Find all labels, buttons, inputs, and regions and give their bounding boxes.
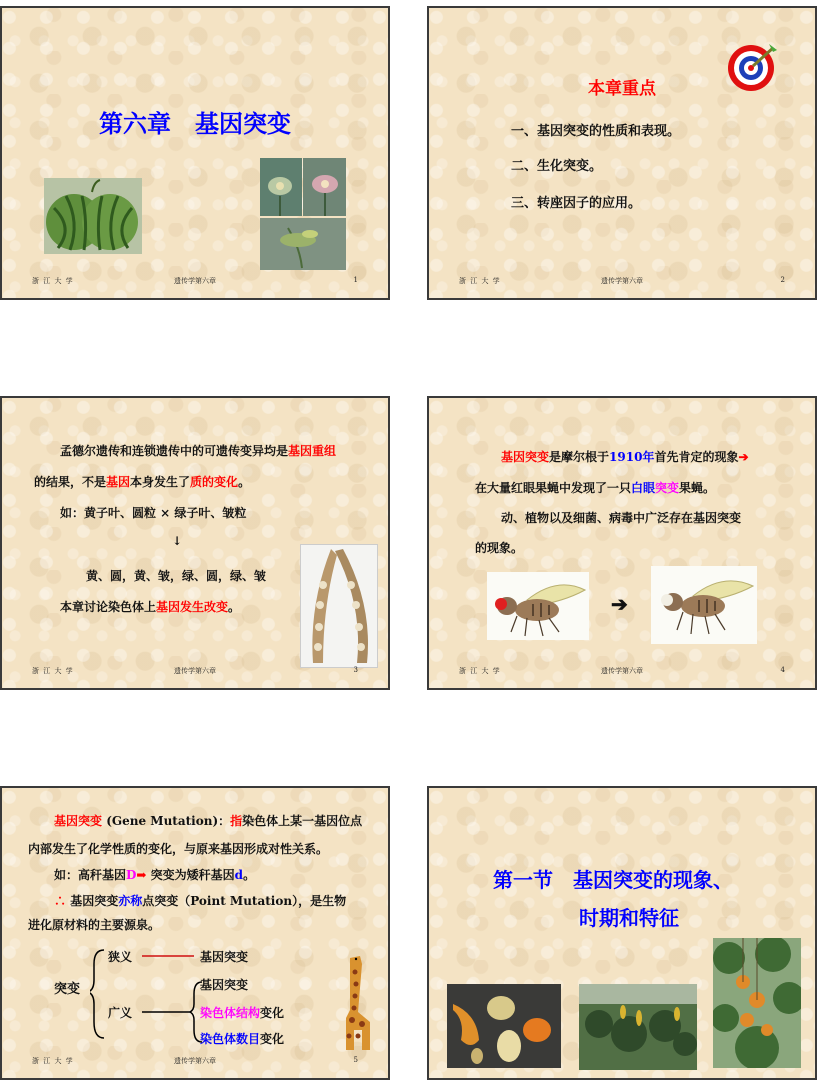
slide-2-footer — [429, 276, 815, 288]
footer-org: 浙 江 大 学 — [32, 1057, 74, 1065]
highlight-gene-recombination: 基因重组 — [288, 444, 337, 458]
footer-chapter: 遗传学第六章 — [601, 667, 643, 675]
slide-4-line-3: 动、植物以及细菌、病毒中广泛存在基因突变 — [501, 511, 742, 525]
slide-2-heading: 本章重点 — [588, 79, 656, 99]
footer-chapter: 遗传学第六章 — [174, 667, 216, 675]
tree-gene-mutation-narrow: 基因突变 — [200, 950, 249, 964]
footer-org: 浙 江 大 学 — [32, 277, 74, 285]
slide-1 — [0, 6, 390, 300]
gourds-image — [447, 984, 561, 1068]
slide-number: 3 — [353, 666, 358, 674]
tree-narrow: 狭义 — [108, 950, 133, 964]
slide-number: 5 — [353, 1056, 358, 1064]
slide-number: 4 — [780, 666, 785, 674]
footer-org: 浙 江 大 学 — [459, 667, 501, 675]
pea-pod-image — [300, 544, 378, 668]
slide-4-footer — [429, 666, 815, 678]
key-point-1: 一、基因突变的性质和表现。 — [511, 124, 681, 139]
slide-1-footer — [2, 276, 388, 288]
slide-3-line-2: 的结果，不是基因本身发生了质的变化。 — [34, 475, 251, 489]
footer-chapter: 遗传学第六章 — [601, 277, 643, 285]
tree-broad: 广义 — [108, 1006, 133, 1020]
slide-number: 2 — [780, 276, 785, 284]
slide-1-title: 第六章 基因突变 — [99, 109, 291, 138]
right-arrow-icon: ➔ — [738, 450, 749, 464]
key-point-3: 三、转座因子的应用。 — [511, 196, 642, 211]
footer-chapter: 遗传学第六章 — [174, 277, 216, 285]
slide-5 — [0, 786, 390, 1080]
tree-chromosome-structure: 染色体结构变化 — [200, 1006, 285, 1020]
plants-photo-1 — [260, 158, 302, 216]
giraffe-image — [336, 952, 378, 1052]
watermelon-image — [44, 178, 142, 254]
mutation-arrow-icon: ➔ — [611, 592, 628, 616]
slide-3-line-3: 如：黄子叶、圆粒 × 绿子叶、皱粒 — [60, 506, 247, 520]
tree-chromosome-number: 染色体数目变化 — [200, 1032, 285, 1046]
slide-3-line-4: 黄、圆，黄、皱，绿、圆，绿、皱 — [86, 569, 267, 583]
slide-3-footer — [2, 666, 388, 678]
tree-root-mutation: 突变 — [54, 982, 81, 997]
slide-5-line-5: 进化原材料的主要源泉。 — [28, 918, 161, 932]
slide-3-line-1: 孟德尔遗传和连锁遗传中的可遗传变异均是基因重组 — [60, 444, 337, 458]
slide-4-line-2: 在大量红眼果蝇中发现了一只白眼突变果蝇。 — [475, 481, 716, 495]
slide-5-footer — [2, 1056, 388, 1068]
slide-5-line-4: ∴ 基因突变亦称点突变（Point Mutation），是生物 — [54, 894, 347, 908]
tree-gene-mutation-broad: 基因突变 — [200, 978, 249, 992]
white-eye-fly-image — [651, 566, 757, 644]
slide-6 — [427, 786, 817, 1080]
slide-3-line-5: 本章讨论染色体上基因发生改变。 — [60, 600, 241, 614]
slide-4-line-1: 基因突变是摩尔根于1910年首先肯定的现象➔ — [501, 450, 749, 464]
slide-3 — [0, 396, 390, 690]
slide-6-title-line-2: 时期和特征 — [579, 906, 679, 930]
slide-6-title-line-1: 第一节 基因突变的现象、 — [493, 868, 733, 892]
footer-chapter: 遗传学第六章 — [174, 1057, 216, 1065]
vine-field-image — [579, 984, 697, 1070]
red-eye-fly-image — [487, 572, 589, 640]
plants-photo-3 — [260, 218, 346, 270]
slide-2 — [427, 6, 817, 300]
down-arrow-icon: ↓ — [172, 534, 183, 548]
footer-org: 浙 江 大 学 — [459, 277, 501, 285]
slide-4 — [427, 396, 817, 690]
arrow-icon: ➡ — [136, 868, 147, 882]
slide-5-line-1: 基因突变 (Gene Mutation)：指染色体上某一基因位点 — [54, 814, 363, 828]
slide-5-line-2: 内部发生了化学性质的变化，与原来基因形成对性关系。 — [28, 842, 329, 856]
plants-photo-2 — [303, 158, 346, 216]
key-point-2: 二、生化突变。 — [511, 159, 603, 174]
footer-org: 浙 江 大 学 — [32, 667, 74, 675]
slide-5-line-3: 如：高秆基因D➡ 突变为矮秆基因d。 — [54, 868, 256, 882]
hanging-gourds-image — [713, 938, 801, 1068]
slide-number: 1 — [353, 276, 358, 284]
slide-4-line-4: 的现象。 — [475, 541, 524, 555]
